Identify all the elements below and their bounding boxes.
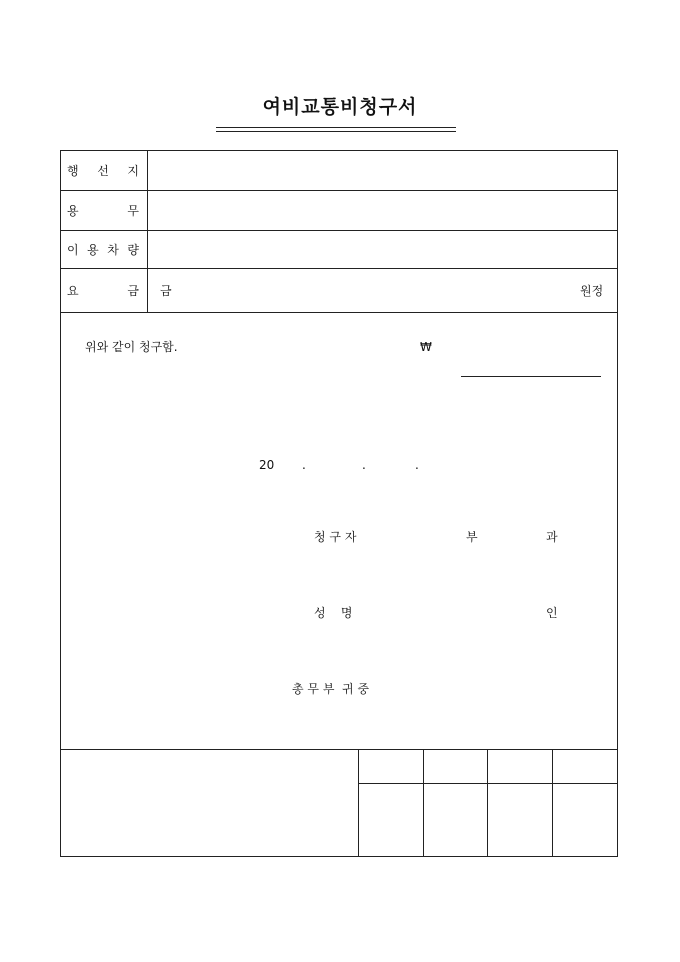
row-divider-4 xyxy=(60,312,618,313)
vehicle-label: 이 용 차 량 xyxy=(67,243,139,257)
date-dot-3: . xyxy=(415,458,419,472)
date-dot-1: . xyxy=(302,458,306,472)
approval-title-cell-3[interactable] xyxy=(488,750,552,783)
approval-title-cell-2[interactable] xyxy=(424,750,487,783)
section-suffix: 과 xyxy=(546,530,558,544)
title-underline-bottom xyxy=(216,131,456,132)
title-underline-top xyxy=(216,127,456,128)
vehicle-field[interactable] xyxy=(148,231,617,268)
name-label: 성 명 xyxy=(314,606,353,620)
approval-sign-cell-3[interactable] xyxy=(488,784,552,856)
claimant-label: 청 구 자 xyxy=(314,530,357,544)
date-dot-2: . xyxy=(362,458,366,472)
seal-mark: 인 xyxy=(546,606,558,620)
fee-field[interactable] xyxy=(148,269,617,312)
recipient-text: 총 무 부 귀 중 xyxy=(292,682,370,696)
purpose-label: 용 무 xyxy=(67,204,139,218)
department-suffix: 부 xyxy=(466,530,478,544)
approval-sign-cell-1[interactable] xyxy=(359,784,423,856)
approval-sign-cell-4[interactable] xyxy=(553,784,617,856)
currency-symbol: ₩ xyxy=(420,340,432,354)
fee-label: 요 금 xyxy=(67,284,139,298)
request-text: 위와 같이 청구함. xyxy=(85,340,178,354)
purpose-field[interactable] xyxy=(148,191,617,230)
fee-prefix: 금 xyxy=(160,284,172,298)
fee-suffix: 원정 xyxy=(580,284,604,298)
approval-sign-cell-2[interactable] xyxy=(424,784,487,856)
destination-label: 행 선 지 xyxy=(67,164,139,178)
approval-title-cell-4[interactable] xyxy=(553,750,617,783)
amount-line xyxy=(461,376,601,377)
destination-field[interactable] xyxy=(148,151,617,190)
document-title: 여비교통비청구서 xyxy=(262,96,418,118)
approval-title-cell-1[interactable] xyxy=(359,750,423,783)
date-year: 20 xyxy=(259,458,275,472)
